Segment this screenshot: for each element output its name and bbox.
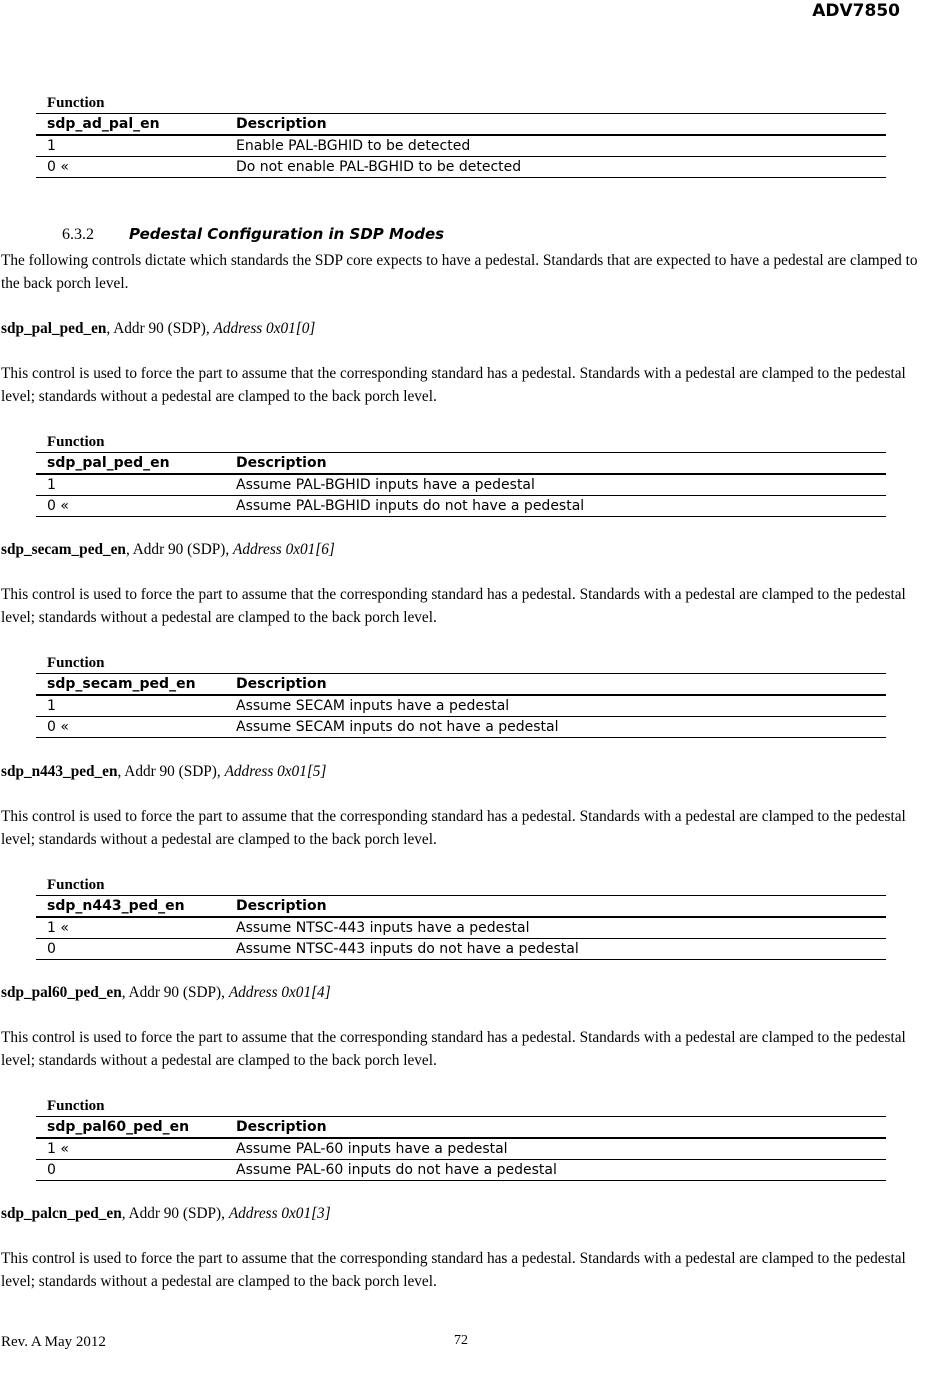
- register-name: sdp_secam_ped_en: [1, 541, 126, 558]
- cell-value: 1: [47, 138, 56, 154]
- table-row: [36, 1160, 886, 1181]
- function-label: Function: [47, 655, 105, 671]
- cell-description: Assume NTSC-443 inputs have a pedestal: [236, 920, 530, 936]
- register-name: sdp_n443_ped_en: [1, 763, 118, 780]
- section-intro-paragraph: The following controls dictate which standards the SDP core expects to have a pedestal. Standards that are expected to have a pedestal are clamped to the back porch level.: [1, 252, 918, 292]
- register-address: Address 0x01[5]: [224, 763, 327, 780]
- register-name: sdp_pal60_ped_en: [1, 984, 122, 1001]
- page-number: 72: [454, 1333, 468, 1348]
- function-label: Function: [47, 95, 105, 111]
- table-row: [36, 696, 886, 717]
- table-header-row: [36, 673, 886, 696]
- header-cell-description: Description: [236, 898, 327, 914]
- table-header-row: [36, 113, 886, 136]
- register-description: This control is used to force the part to assume that the corresponding standard has a pedestal. Standards with a pedestal are clamped to the pedestal level; standards without a pedestal are clamped to the back porch level.: [1, 1250, 906, 1290]
- function-label: Function: [47, 1098, 105, 1114]
- cell-value: 0: [47, 1162, 56, 1178]
- header-cell-description: Description: [236, 116, 327, 132]
- register-addr: , Addr 90 (SDP),: [121, 1205, 229, 1222]
- register-name: sdp_palcn_ped_en: [1, 1205, 122, 1222]
- register-description: This control is used to force the part to assume that the corresponding standard has a pedestal. Standards with a pedestal are clamped to the pedestal level; standards without a pedestal are clamped to the back porch level.: [1, 586, 906, 626]
- register-description: This control is used to force the part to assume that the corresponding standard has a pedestal. Standards with a pedestal are clamped to the pedestal level; standards without a pedestal are clamped to the back porch level.: [1, 365, 906, 405]
- table-row: [36, 157, 886, 178]
- register-addr: , Addr 90 (SDP),: [125, 541, 234, 558]
- table-row: [36, 939, 886, 960]
- header-cell-name: sdp_pal_ped_en: [47, 455, 170, 471]
- register-heading: [1, 539, 335, 561]
- section-title: Pedestal Configuration in SDP Modes: [129, 225, 445, 243]
- function-table-ad-pal: [36, 93, 886, 178]
- cell-description: Assume SECAM inputs do not have a pedestal: [236, 719, 559, 735]
- cell-description: Do not enable PAL-BGHID to be detected: [236, 159, 522, 175]
- table-row: [36, 1139, 886, 1160]
- register-address: Address 0x01[6]: [233, 541, 335, 558]
- header-cell-name: sdp_ad_pal_en: [47, 116, 160, 132]
- cell-value: 0: [47, 941, 56, 957]
- cell-description: Assume NTSC-443 inputs do not have a pedestal: [236, 941, 579, 957]
- cell-value: 0 «: [47, 498, 69, 514]
- register-heading: [1, 318, 315, 340]
- header-cell-name: sdp_n443_ped_en: [47, 898, 185, 914]
- cell-value: 1 «: [47, 1141, 69, 1157]
- function-table-secam-ped: [36, 653, 886, 738]
- cell-description: Assume PAL-BGHID inputs do not have a pedestal: [236, 498, 585, 514]
- cell-description: Assume PAL-60 inputs do not have a pedestal: [236, 1162, 557, 1178]
- table-header-row: [36, 895, 886, 918]
- register-addr: , Addr 90 (SDP),: [121, 984, 229, 1001]
- register-heading: [1, 1203, 331, 1225]
- cell-value: 1: [47, 698, 56, 714]
- section-number: 6.3.2: [62, 226, 94, 243]
- function-label: Function: [47, 434, 105, 450]
- function-table-pal-ped: [36, 432, 886, 517]
- header-cell-description: Description: [236, 1119, 327, 1135]
- table-row: [36, 136, 886, 157]
- table-row: [36, 475, 886, 496]
- register-heading: [1, 982, 331, 1004]
- header-cell-description: Description: [236, 676, 327, 692]
- register-addr: , Addr 90 (SDP),: [117, 763, 225, 780]
- function-label: Function: [47, 877, 105, 893]
- register-addr: , Addr 90 (SDP),: [106, 320, 214, 337]
- cell-description: Assume PAL-60 inputs have a pedestal: [236, 1141, 508, 1157]
- cell-description: Assume PAL-BGHID inputs have a pedestal: [236, 477, 535, 493]
- table-row: [36, 717, 886, 738]
- table-header-row: [36, 452, 886, 475]
- footer-revision: Rev. A May 2012: [1, 1334, 106, 1350]
- cell-value: 1 «: [47, 920, 69, 936]
- cell-description: Assume SECAM inputs have a pedestal: [236, 698, 510, 714]
- header-cell-name: sdp_pal60_ped_en: [47, 1119, 190, 1135]
- header-cell-description: Description: [236, 455, 327, 471]
- register-description: This control is used to force the part to assume that the corresponding standard has a pedestal. Standards with a pedestal are clamped to the pedestal level; standards without a pedestal are clamped to the back porch level.: [1, 1029, 906, 1069]
- function-table-pal60-ped: [36, 1096, 886, 1181]
- header-cell-name: sdp_secam_ped_en: [47, 676, 196, 692]
- cell-value: 0 «: [47, 159, 69, 175]
- register-address: Address 0x01[3]: [228, 1205, 331, 1222]
- function-table-n443-ped: [36, 875, 886, 960]
- document-title: ADV7850: [812, 1, 900, 21]
- table-row: [36, 918, 886, 939]
- register-address: Address 0x01[0]: [213, 320, 316, 337]
- section-heading: [62, 223, 444, 246]
- register-name: sdp_pal_ped_en: [1, 320, 107, 337]
- table-header-row: [36, 1116, 886, 1139]
- cell-value: 0 «: [47, 719, 69, 735]
- table-row: [36, 496, 886, 517]
- register-address: Address 0x01[4]: [228, 984, 331, 1001]
- cell-value: 1: [47, 477, 56, 493]
- register-heading: [1, 761, 326, 783]
- register-description: This control is used to force the part to assume that the corresponding standard has a pedestal. Standards with a pedestal are clamped to the pedestal level; standards without a pedestal are clamped to the back porch level.: [1, 808, 906, 848]
- cell-description: Enable PAL-BGHID to be detected: [236, 138, 471, 154]
